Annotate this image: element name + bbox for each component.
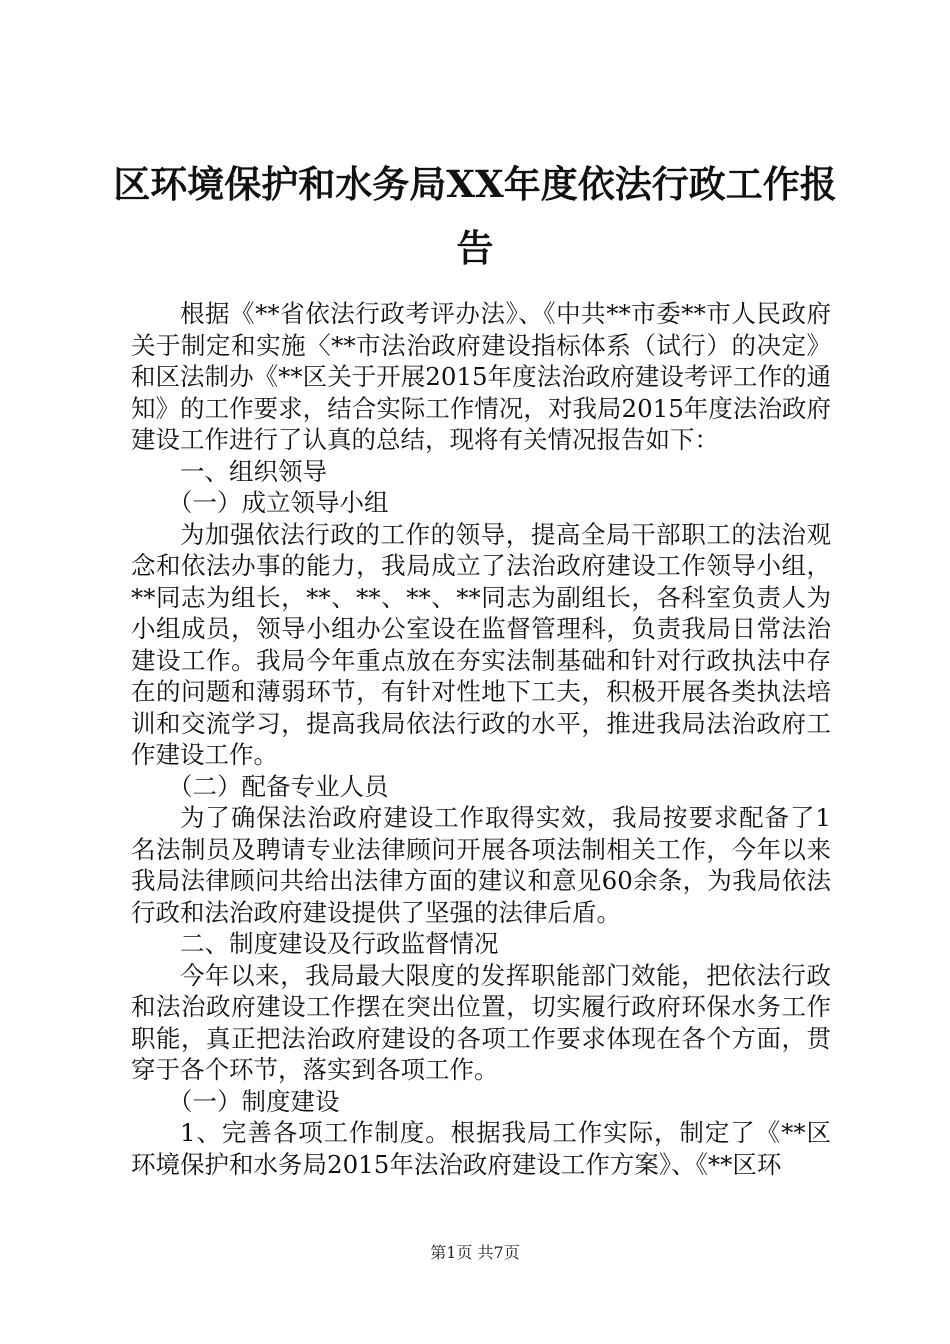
subsection-heading-system-building: （一）制度建设: [168, 1086, 340, 1116]
system-building-paragraph: 1、完善各项工作制度。根据我局工作实际，制定了《**区环境保护和水务局2015年法治政府建设工作方案》、《**区环: [131, 1118, 831, 1179]
subsection-heading-staffing: （二）配备专业人员: [168, 771, 389, 801]
page-number-footer: 第1页 共7页: [430, 1243, 520, 1262]
section-heading-institutions: 二、制度建设及行政监督情况: [180, 929, 499, 958]
document-body: [131, 298, 831, 1180]
staffing-paragraph: 为了确保法治政府建设工作取得实效，我局按要求配备了1名法制员及聘请专业法律顾问开展各项法制相关工作，今年以来我局法律顾问共给出法律方面的建议和意见60余条，为我局依法行政和法治政府建设提供了坚强的法律后盾。: [131, 803, 831, 927]
subsection-heading-leading-group: （一）成立领导小组: [168, 488, 389, 517]
leading-group-paragraph: 为加强依法行政的工作的领导，提高全局干部职工的法治观念和依法办事的能力，我局成立了法治政府建设工作领导小组，**同志为组长，**、**、**、**同志为副组长，各科室负责人为小组成员，领导小组办公室设在监督管理科，负责我局日常法治建设工作。我局今年重点放在夯实法制基础和针对行政执法中存在的问题和薄弱环节，有针对性地下工夫，积极开展各类执法培训和交流学习，提高我局依法行政的水平，推进我局法治政府工作建设工作。: [131, 519, 831, 769]
document-title: 区环境保护和水务局XX年度依法行政工作报告: [113, 162, 837, 270]
institutions-paragraph: 今年以来，我局最大限度的发挥职能部门效能，把依法行政和法治政府建设工作摆在突出位置，切实履行政府环保水务工作职能，真正把法治政府建设的各项工作要求体现在各个方面，贯穿于各个环节，落实到各项工作。: [131, 960, 831, 1084]
intro-paragraph: 根据《**省依法行政考评办法》、《中共**市委**市人民政府关于制定和实施〈**市法治政府建设指标体系（试行）的决定》和区法制办《**区关于开展2015年度法治政府建设考评工作的通知》的工作要求，结合实际工作情况，对我局2015年度法治政府建设工作进行了认真的总结，现将有关情况报告如下：: [131, 299, 831, 454]
section-heading-organization: 一、组织领导: [180, 456, 327, 486]
